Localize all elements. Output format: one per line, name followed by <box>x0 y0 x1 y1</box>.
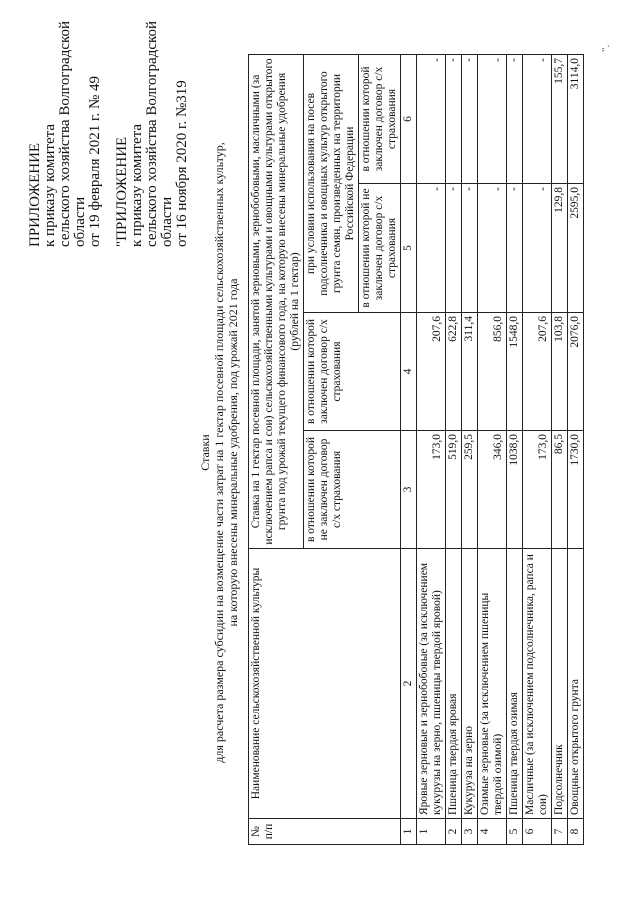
table-row <box>478 54 507 844</box>
header-seed-contract: в отношении которой заключен договор с/х страхования <box>359 54 401 183</box>
document-heading <box>198 0 240 905</box>
rate-contract: 856,0 <box>478 313 507 431</box>
heading-subtitle: на которую внесены минеральные удобрения, под урожай 2021 года <box>226 278 240 627</box>
table-row <box>507 54 523 844</box>
appendix-block-new <box>28 21 103 247</box>
row-crop: Пшеница твердая яровая <box>446 549 462 819</box>
row-num: 4 <box>478 819 507 845</box>
column-number: 1 <box>401 819 417 845</box>
rate-no-contract: 173,0 <box>417 431 446 549</box>
appendix-line: области <box>159 196 175 247</box>
rate-seed-no-contract: - <box>478 184 507 313</box>
rate-seed-contract: 3114,0 <box>568 54 584 183</box>
rate-seed-no-contract: - <box>507 184 523 313</box>
table-row <box>552 54 568 844</box>
appendix-title: "ПРИЛОЖЕНИЕ <box>114 136 130 247</box>
row-crop: Озимые зерновые (за исключением пшеницы твердой озимой) <box>478 549 507 819</box>
header-seed-no-contract: в отношении которой не заключен договор с/х страхования <box>359 184 401 313</box>
row-num: 7 <box>552 819 568 845</box>
column-number: 6 <box>401 54 417 183</box>
column-number: 3 <box>401 431 417 549</box>
rate-no-contract: 1038,0 <box>507 431 523 549</box>
rate-seed-no-contract: - <box>523 184 552 313</box>
row-crop: Овощные открытого грунта <box>568 549 584 819</box>
rate-seed-no-contract: - <box>417 184 446 313</box>
table-row <box>446 54 462 844</box>
header-crop: Наименование сельскохозяйственной культуры <box>249 549 401 819</box>
header-seed-condition: при условии использования на посев подсолнечника и овощных культур открытого грунта семян, произведенных на территории Российской Федерации <box>304 54 359 312</box>
appendix-line: сельского хозяйства Волгоградской <box>144 20 160 247</box>
row-crop: Кукуруза на зерно <box>462 549 478 819</box>
row-num: 2 <box>446 819 462 845</box>
row-crop: Подсолнечник <box>552 549 568 819</box>
closing-quote-mark: ". <box>600 44 612 52</box>
rate-seed-contract: - <box>523 54 552 183</box>
rate-no-contract: 259,5 <box>462 431 478 549</box>
appendix-date: от 19 февраля 2021 г. № 49 <box>87 75 103 247</box>
column-number: 4 <box>401 313 417 431</box>
rate-contract: 311,4 <box>462 313 478 431</box>
rate-seed-no-contract: 2595,0 <box>568 184 584 313</box>
rate-seed-no-contract: - <box>462 184 478 313</box>
row-num: 5 <box>507 819 523 845</box>
appendix-date: от 16 ноября 2020 г. №319 <box>174 80 190 247</box>
rate-no-contract: 519,0 <box>446 431 462 549</box>
rate-contract: 207,6 <box>417 313 446 431</box>
table-row <box>417 54 446 844</box>
rate-contract: 622,8 <box>446 313 462 431</box>
rate-seed-no-contract: - <box>446 184 462 313</box>
header-no-contract: в отношении которой не заключен договор с/х страхования <box>304 431 401 549</box>
appendix-block-old <box>115 21 190 247</box>
rate-no-contract: 346,0 <box>478 431 507 549</box>
rate-seed-no-contract: 129,8 <box>552 184 568 313</box>
header-num: № п/п <box>249 819 401 845</box>
appendix-line: к приказу комитета <box>42 123 58 247</box>
heading-title: Ставки <box>198 434 212 471</box>
rate-seed-contract: - <box>462 54 478 183</box>
header-contract: в отношении которой заключен договор с/х страхования <box>304 313 401 431</box>
row-num: 1 <box>417 819 446 845</box>
row-num: 6 <box>523 819 552 845</box>
row-num: 3 <box>462 819 478 845</box>
rates-table <box>248 54 584 845</box>
rate-no-contract: 173,0 <box>523 431 552 549</box>
rate-no-contract: 86,5 <box>552 431 568 549</box>
table-row <box>462 54 478 844</box>
column-number: 2 <box>401 549 417 819</box>
rate-seed-contract: - <box>478 54 507 183</box>
row-crop: Масличные (за исключением подсолнечника, рапса и сои) <box>523 549 552 819</box>
row-crop: Яровые зерновые и зернобобовые (за исключением кукурузы на зерно, пшеницы твердой яровой) <box>417 549 446 819</box>
rate-seed-contract: - <box>417 54 446 183</box>
appendix-line: к приказу комитета <box>129 123 145 247</box>
table-row <box>523 54 552 844</box>
rate-seed-contract: - <box>446 54 462 183</box>
table-row <box>568 54 584 844</box>
column-number: 5 <box>401 184 417 313</box>
rate-seed-contract: 155,7 <box>552 54 568 183</box>
row-crop: Пшеница твердая озимая <box>507 549 523 819</box>
appendix-line: сельского хозяйства Волгоградской <box>57 20 73 247</box>
heading-subtitle: для расчета размера субсидии на возмещение части затрат на 1 гектар посевной площади сельскохозяйственных культур, <box>212 142 226 763</box>
appendix-title: ПРИЛОЖЕНИЕ <box>27 142 43 247</box>
rate-contract: 1548,0 <box>507 313 523 431</box>
row-num: 8 <box>568 819 584 845</box>
rate-no-contract: 1730,0 <box>568 431 584 549</box>
header-rate-group: Ставка на 1 гектар посевной площади, занятой зерновыми, зернобобовыми, масличными (за исключением рапса и сои) сельскохозяйственными культурами и овощными культурами открытого грунта под урожай текущего финансового года, на которую внесены минеральные удобрения (рублей на 1 гектар) <box>249 54 304 548</box>
rate-seed-contract: - <box>507 54 523 183</box>
rate-contract: 103,8 <box>552 313 568 431</box>
rate-contract: 2076,0 <box>568 313 584 431</box>
appendix-line: области <box>72 196 88 247</box>
rate-contract: 207,6 <box>523 313 552 431</box>
